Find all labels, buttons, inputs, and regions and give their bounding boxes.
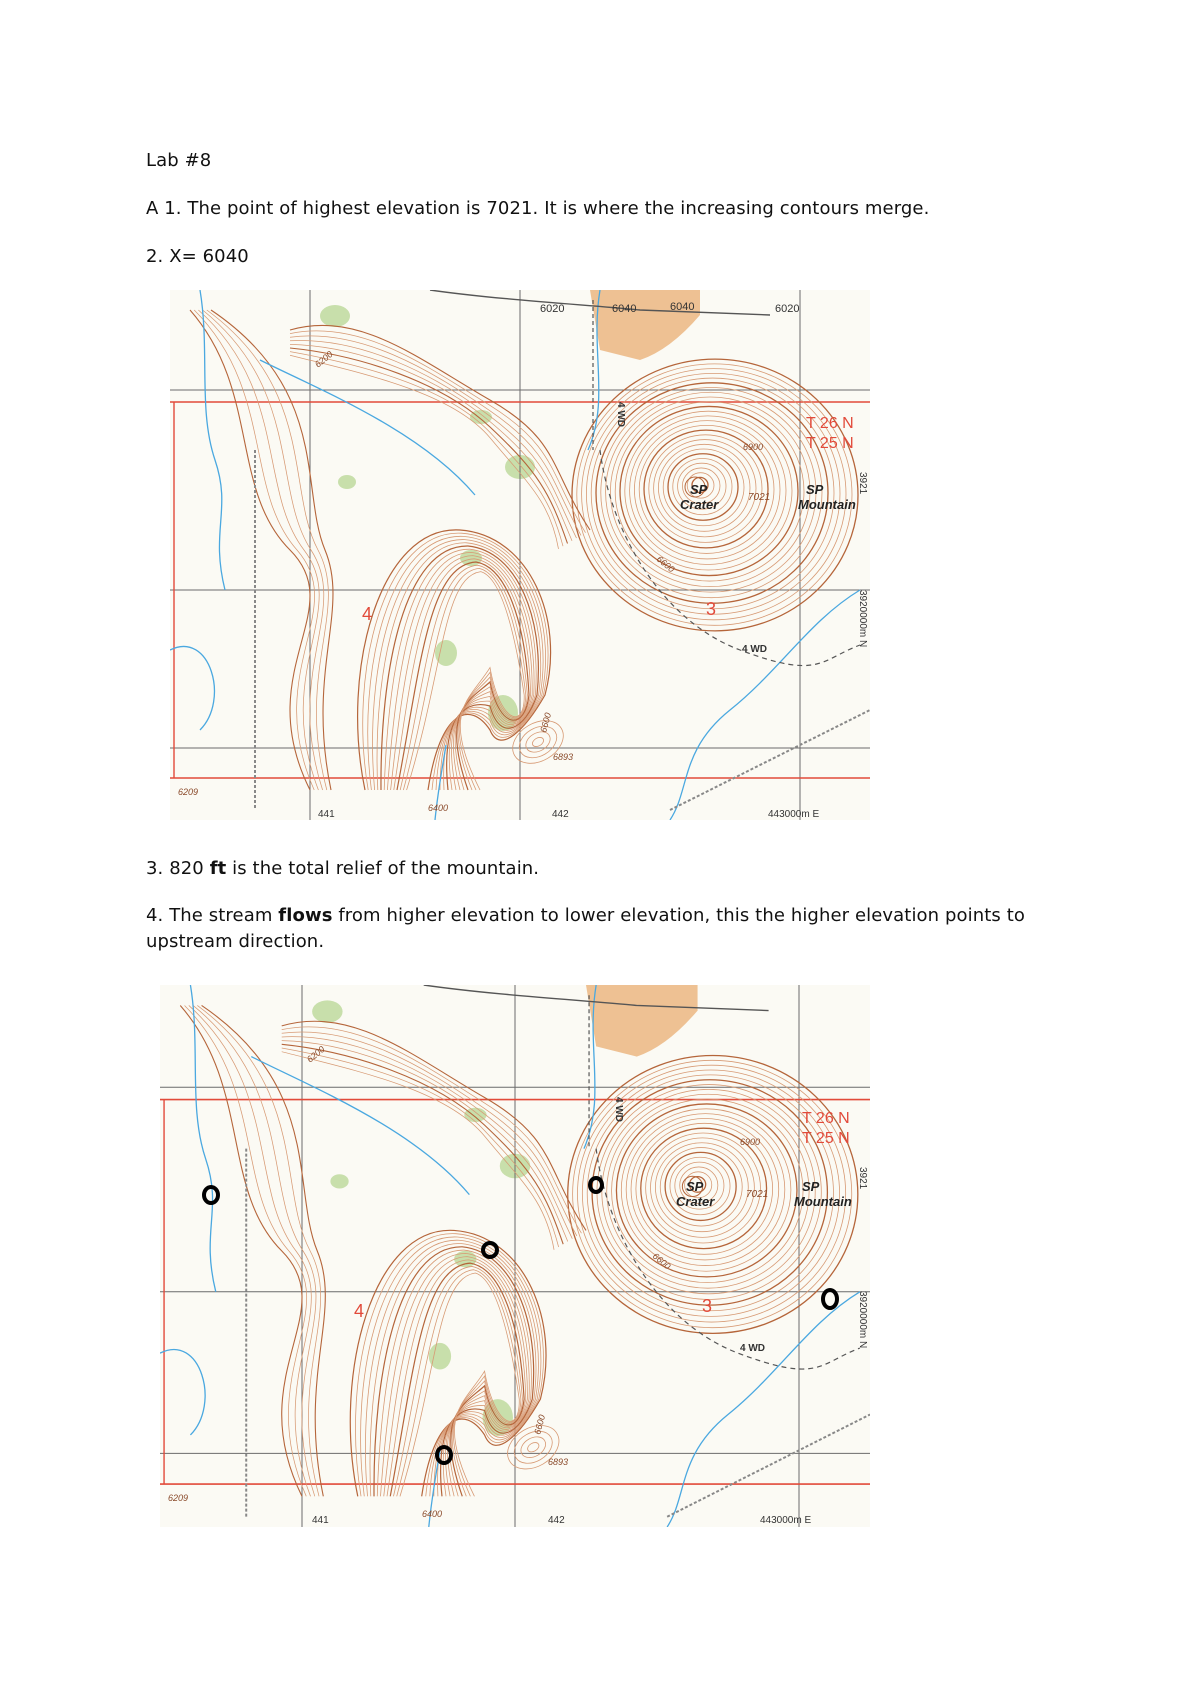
township-north-label-2: T 26 N <box>802 1110 850 1127</box>
ridge-contour <box>397 1270 521 1497</box>
stream-line <box>160 1350 205 1435</box>
contour-label-6900-2: 6900 <box>740 1137 761 1147</box>
west-contour <box>211 310 333 790</box>
mountain-contour <box>602 1089 815 1293</box>
north-contour <box>290 331 586 533</box>
upstream-marker-west <box>204 1187 218 1203</box>
peak-elevation: 6893 <box>553 752 574 762</box>
lava-flow-area <box>586 985 698 1057</box>
crater-label: Crater <box>680 497 719 512</box>
grid-label-443: 443000m E <box>768 809 820 820</box>
grid-label-north-2: 3920000m N <box>857 1291 868 1349</box>
crater-label-sp-2: SP <box>686 1179 704 1194</box>
summit-elevation: 7021 <box>748 492 771 503</box>
answer-2: 2. X= 6040 <box>146 246 249 267</box>
mountain-contour <box>606 392 816 592</box>
spot-elevation-1: 6020 <box>540 303 565 315</box>
topographic-map-2 <box>160 985 870 1527</box>
west-contour <box>202 1005 326 1496</box>
contour-label-6600-south: 6600 <box>538 711 554 734</box>
lab-heading: Lab #8 <box>146 150 212 171</box>
topographic-map-1-graphic <box>170 290 870 820</box>
stream-line <box>190 985 215 1292</box>
boundary-line <box>667 1415 870 1517</box>
contour-label-6400-2: 6400 <box>422 1509 443 1519</box>
peak-contour <box>517 1433 549 1462</box>
road-4wd-label: 4 WD <box>742 644 767 655</box>
road-4wd-label-north: 4 WD <box>615 402 626 427</box>
grid-label-442-2: 442 <box>548 1515 565 1526</box>
contour-label-6900: 6900 <box>743 442 764 452</box>
summit-elevation-2: 7021 <box>746 1189 769 1200</box>
north-contour <box>290 348 568 544</box>
crater-label-2: Crater <box>676 1194 715 1209</box>
topographic-map-2-graphic <box>160 985 870 1527</box>
mountain-label-sp: SP <box>806 482 824 497</box>
answer-3-text: 3. 820 ft is the total relief of the mountain. <box>146 858 540 879</box>
stream-line <box>200 290 225 590</box>
grid-label-441-2: 441 <box>312 1515 329 1526</box>
vegetation-patch <box>330 1174 348 1188</box>
mountain-label: Mountain <box>798 497 856 512</box>
mountain-label-sp-2: SP <box>802 1179 820 1194</box>
answer-1: A 1. The point of highest elevation is 7021. It is where the increasing contours merge. <box>146 198 930 219</box>
vegetation-patch <box>320 305 350 327</box>
peak-contour <box>531 736 545 749</box>
upstream-marker-east <box>823 1290 837 1308</box>
grid-label-edge: 3921 <box>857 472 868 495</box>
contour-label-6200: 6200 <box>312 348 335 370</box>
spot-elevation-2: 6040 <box>612 303 637 315</box>
township-south-label: T 25 N <box>806 435 854 452</box>
road-4wd-label-2: 4 WD <box>740 1343 765 1354</box>
section-3-label: 3 <box>706 599 717 619</box>
ridge-contour <box>394 559 531 790</box>
north-contour <box>282 1027 582 1233</box>
stream-line <box>170 646 214 730</box>
contour-label-6600: 6600 <box>654 553 677 575</box>
west-contour <box>189 1005 312 1496</box>
grid-label-north: 3920000m N <box>857 590 868 648</box>
boundary-line <box>670 710 870 810</box>
answer-4: 4. The stream flows from higher elevation to lower elevation, this the higher elevation points to upstream direction. <box>146 905 1025 952</box>
mountain-contour <box>616 1104 797 1277</box>
answer-3 <box>146 856 539 882</box>
section-4-label-2: 4 <box>354 1301 365 1321</box>
peak-contour <box>526 1441 541 1454</box>
north-contour <box>282 1044 563 1244</box>
spot-elevation-3: 6040 <box>670 301 695 313</box>
township-south-label-2: T 25 N <box>802 1130 850 1147</box>
grid-label-443-2: 443000m E <box>760 1515 812 1526</box>
spot-elevation-4: 6020 <box>775 303 800 315</box>
peak-contour <box>522 728 554 757</box>
vegetation-patch <box>338 475 356 489</box>
vegetation-patch <box>312 1000 342 1022</box>
upstream-marker-center <box>483 1243 497 1257</box>
crater-label-sp: SP <box>690 482 708 497</box>
grid-label-442: 442 <box>552 809 569 820</box>
grid-label-edge-2: 3921 <box>857 1167 868 1190</box>
contour-label-6600-south-2: 6600 <box>532 1413 548 1436</box>
mountain-contour <box>620 406 798 575</box>
peak-elevation-2: 6893 <box>548 1457 569 1467</box>
contour-label-6400: 6400 <box>428 803 449 813</box>
contour-label-6600-2: 6600 <box>650 1250 673 1272</box>
grid-label-441: 441 <box>318 809 335 820</box>
ridge-contour <box>403 568 525 790</box>
spot-elevation-6209: 6209 <box>178 787 199 797</box>
section-3-label-2: 3 <box>702 1296 713 1316</box>
topographic-map-1 <box>170 290 870 820</box>
township-north-label: T 26 N <box>806 415 854 432</box>
mountain-label-2: Mountain <box>794 1194 852 1209</box>
spot-elevation-6209-2: 6209 <box>168 1493 189 1503</box>
road-4wd-label-north-2: 4 WD <box>613 1097 624 1122</box>
section-4-label: 4 <box>362 604 373 624</box>
upstream-marker-crater <box>590 1178 602 1192</box>
west-contour <box>198 310 319 790</box>
ridge-contour <box>387 1260 526 1496</box>
contour-label-6200-2: 6200 <box>304 1043 327 1065</box>
